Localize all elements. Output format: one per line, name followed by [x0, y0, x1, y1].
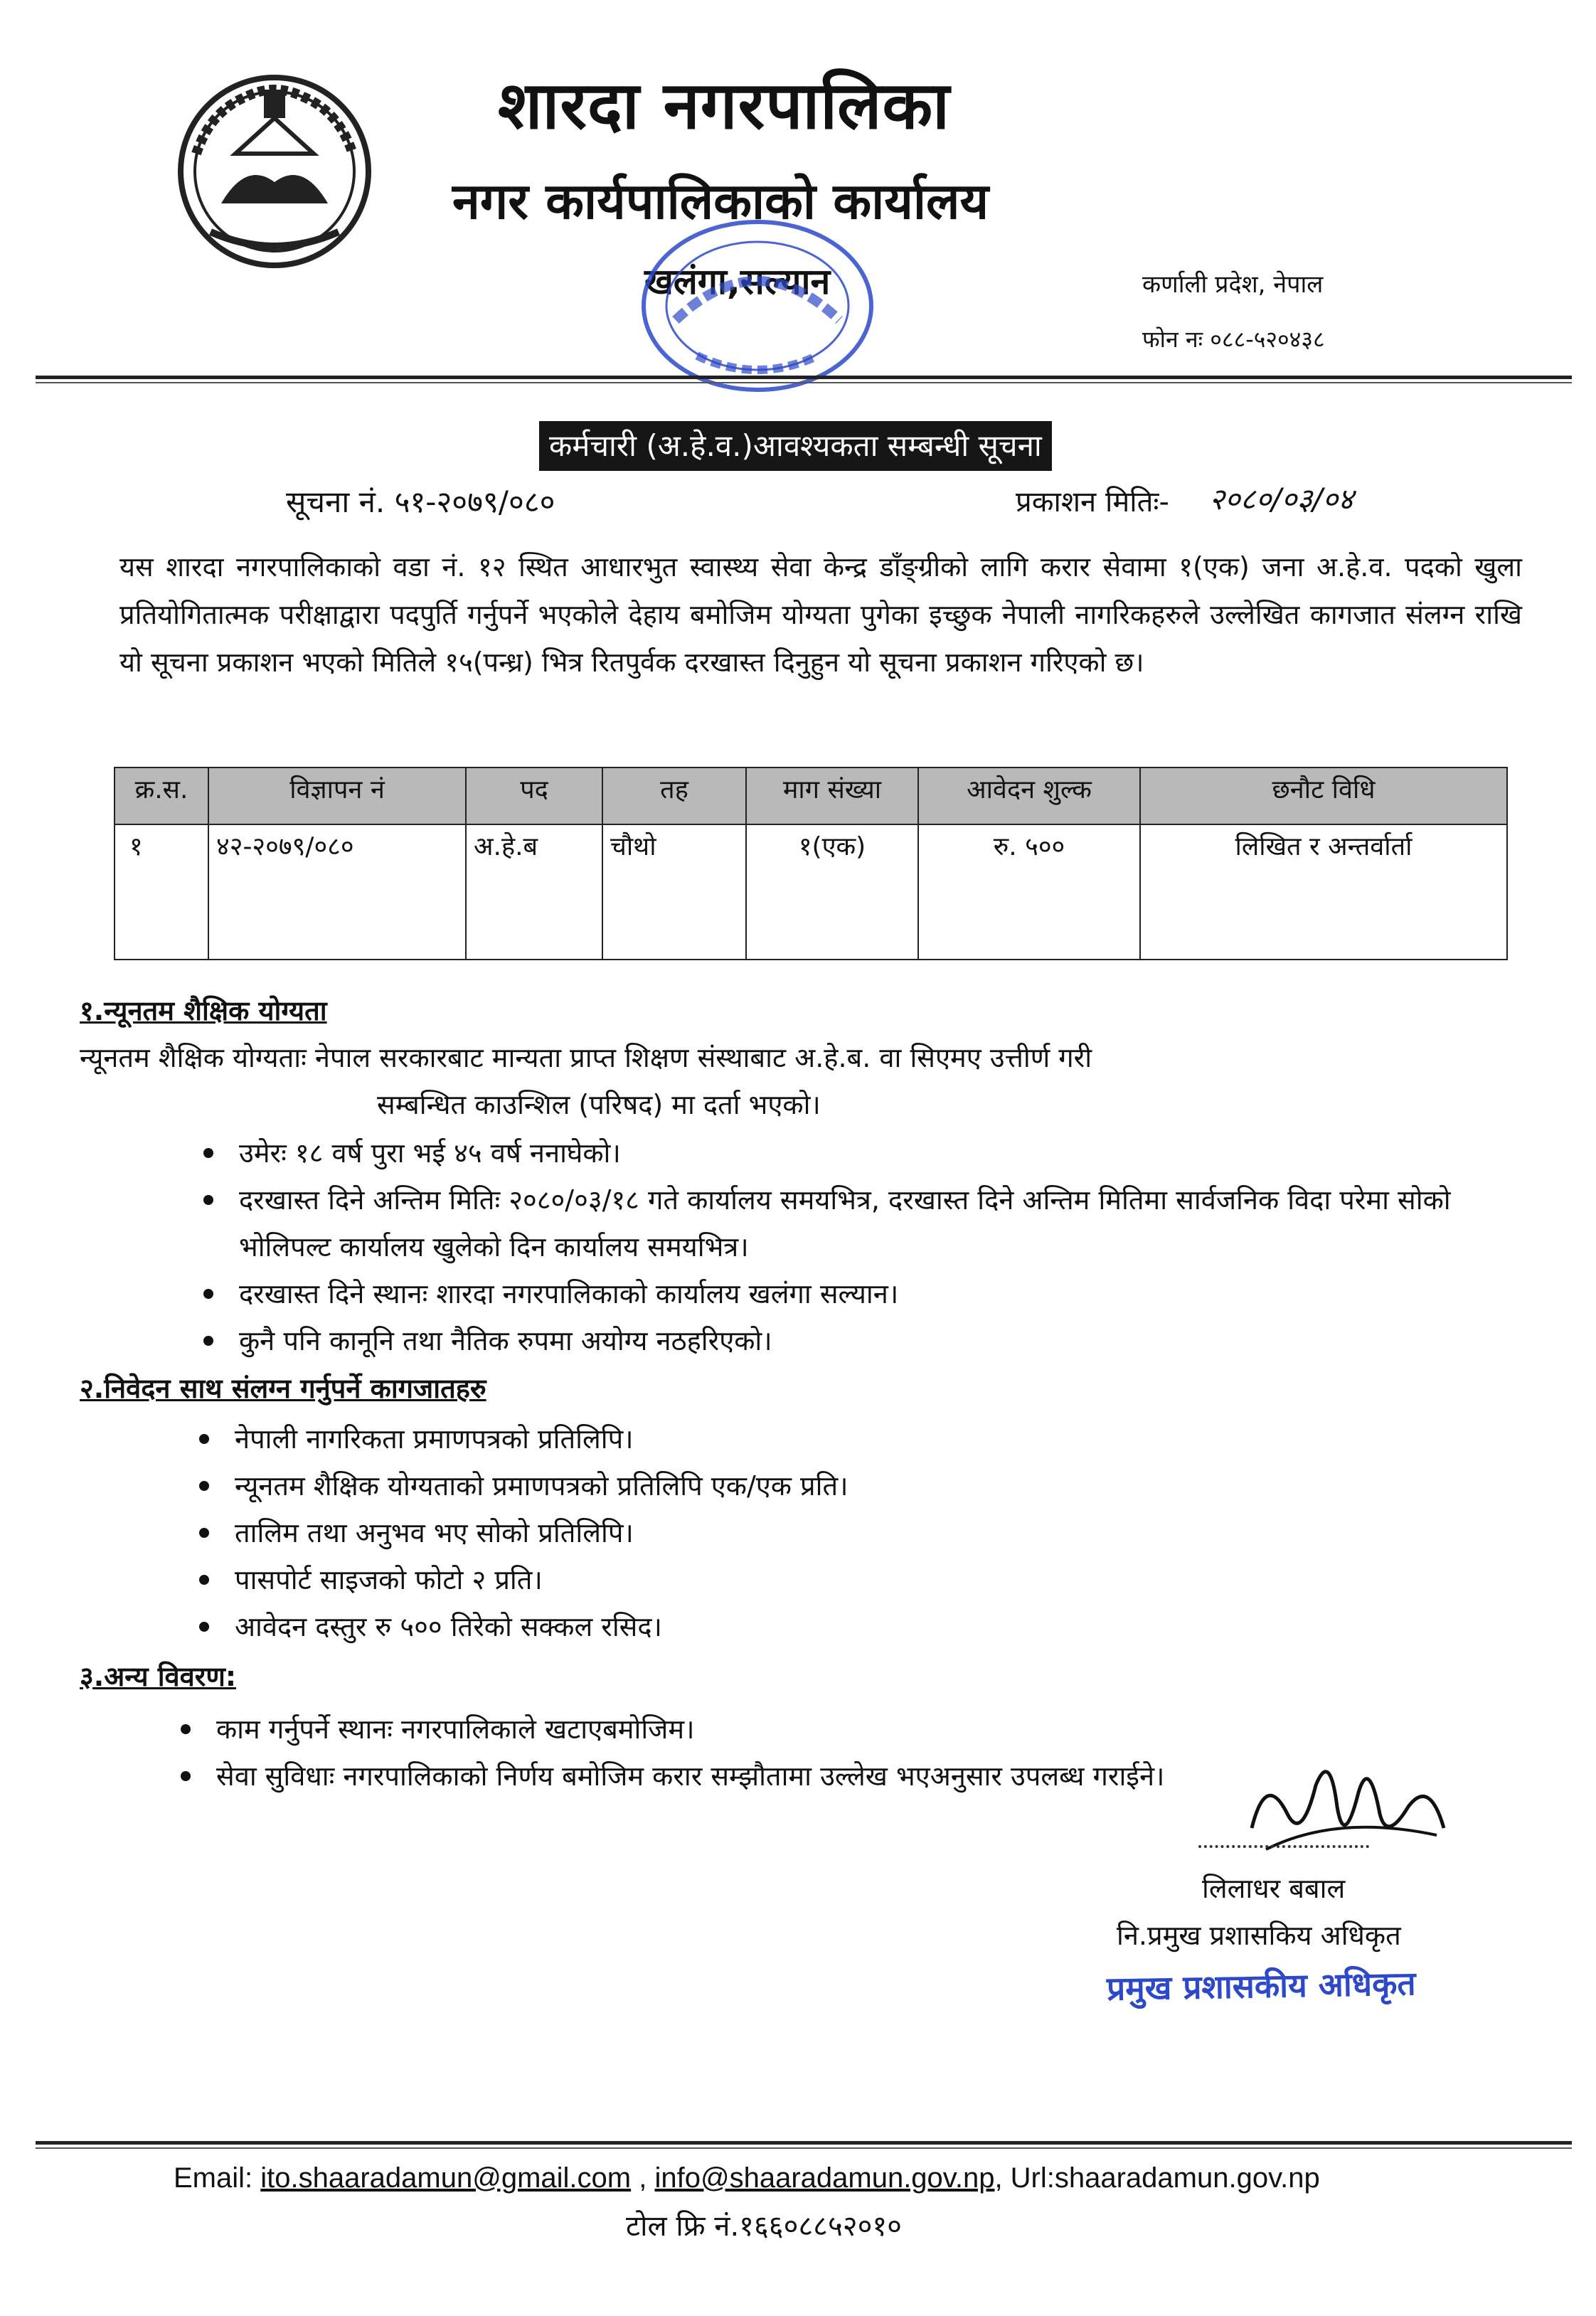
- table-cell: १(एक): [746, 824, 918, 960]
- designation-stamp: प्रमुख प्रशासकीय अधिकृत: [1106, 1964, 1417, 2008]
- list-item-text: आवेदन दस्तुर रु ५०० तिरेको सक्कल रसिद।: [235, 1611, 662, 1642]
- website-url: , Url:shaaradamun.gov.np: [994, 2162, 1320, 2194]
- org-name: शारदा नगरपालिका: [498, 68, 950, 144]
- table-cell: ४२-२०७९/०८०: [208, 824, 466, 960]
- bullet-icon: [181, 1771, 191, 1781]
- list-item: [239, 1270, 1526, 1317]
- intro-paragraph: यस शारदा नगरपालिकाको वडा नं. १२ स्थित आधारभुत स्वास्थ्य सेवा केन्द्र डाँङ्ग्रीको लागि करार सेवामा १(एक) जना अ.हे.व. पदको खुला प्रतियोगितात्मक परीक्षाद्वारा पदपुर्ति गर्नुपर्ने भएकोले देहाय बमोजिम योग्यता पुगेका इच्छुक नेपाली नागरिकहरुले उल्लेखित कागजात संलग्न राखि यो सूचना प्रकाशन भएको मितिले १५(पन्ध्र) भित्र रितपुर्वक दरखास्त दिनुहुन यो सूचना प्रकाशन गरिएको छ।: [119, 551, 1522, 678]
- table-cell: १: [115, 824, 208, 960]
- col-header-advert-no: विज्ञापन नं: [208, 767, 466, 824]
- notice-number: सूचना नं. ५१-२०७९/०८०: [286, 484, 555, 519]
- bullet-icon: [203, 1148, 213, 1158]
- list-item: [239, 1130, 1526, 1176]
- col-header-demand: माग संख्या: [746, 767, 918, 824]
- col-header-serial: क्र.स.: [115, 767, 208, 824]
- bullet-icon: [181, 1724, 191, 1734]
- bullet-icon: [199, 1622, 209, 1632]
- list-item-text: दरखास्त दिने स्थानः शारदा नगरपालिकाको कार्यालय खलंगा सल्यान।: [239, 1278, 899, 1310]
- footer-contact: [174, 2162, 1320, 2194]
- col-header-selection: छनौट विधि: [1140, 767, 1507, 824]
- header-divider: [36, 376, 1572, 383]
- phone-number: फोन नः ०८८-५२०४३८: [1142, 326, 1325, 353]
- bullet-icon: [203, 1336, 213, 1346]
- toll-free-number: टोल फ्रि नं.१६६०८८५२०१०: [626, 2210, 902, 2243]
- email-link-2[interactable]: info@shaaradamun.gov.np: [654, 2162, 995, 2194]
- table-cell: लिखित र अन्तर्वार्ता: [1140, 824, 1507, 960]
- office-name: नगर कार्यपालिकाको कार्यालय: [452, 172, 989, 230]
- list-item-text: तालिम तथा अनुभव भए सोको प्रतिलिपि।: [235, 1517, 634, 1549]
- vacancy-table: [114, 767, 1508, 960]
- list-item-text: न्यूनतम शैक्षिक योग्यताको प्रमाणपत्रको प्रतिलिपि एक/एक प्रति।: [235, 1470, 848, 1502]
- list-item: [239, 1317, 1526, 1364]
- list-item-text: उमेरः १८ वर्ष पुरा भई ४५ वर्ष ननाघेको।: [239, 1137, 621, 1169]
- bullet-icon: [199, 1481, 209, 1491]
- nepal-emblem-icon: [168, 68, 381, 275]
- col-header-level: तह: [602, 767, 746, 824]
- signer-title: नि.प्रमुख प्रशासकिय अधिकृत: [1117, 1920, 1401, 1951]
- table-header-row: [115, 767, 1507, 824]
- col-header-post: पद: [466, 767, 602, 824]
- list-item-text: पासपोर्ट साइजको फोटो २ प्रति।: [235, 1564, 543, 1595]
- section1-heading: १.न्यूनतम शैक्षिक योग्यता: [80, 995, 327, 1026]
- bullet-icon: [203, 1289, 213, 1299]
- table-row: [115, 824, 1507, 960]
- col-header-fee: आवेदन शुल्क: [918, 767, 1140, 824]
- separator: ,: [639, 2162, 647, 2194]
- province-text: कर्णाली प्रदेश, नेपाल: [1142, 270, 1324, 299]
- office-stamp-icon: [633, 213, 882, 398]
- office-location: खलंगा,सल्यान: [644, 261, 831, 302]
- section2-list: [235, 1415, 1444, 1650]
- email-link-1[interactable]: ito.shaaradamun@gmail.com: [260, 2162, 632, 2194]
- section1-line2: सम्बन्धित काउन्शिल (परिषद) मा दर्ता भएको।: [377, 1089, 821, 1120]
- section1-line1: न्यूनतम शैक्षिक योग्यताः नेपाल सरकारबाट मान्यता प्राप्त शिक्षण संस्थाबाट अ.हे.ब. वा सिएमए उत्तीर्ण गरी: [80, 1042, 1092, 1073]
- bullet-icon: [203, 1195, 213, 1205]
- list-item: [235, 1415, 1444, 1462]
- table-cell: चौथो: [602, 824, 746, 960]
- table-cell: रु. ५००: [918, 824, 1140, 960]
- footer-divider: [36, 2141, 1572, 2149]
- notice-title: कर्मचारी (अ.हे.व.)आवश्यकता सम्बन्धी सूचना: [539, 421, 1052, 471]
- list-item: [235, 1556, 1444, 1603]
- section3-heading: ३.अन्य विवरण:: [80, 1661, 237, 1692]
- list-item-text: सेवा सुविधाः नगरपालिकाको निर्णय बमोजिम करार सम्झौतामा उल्लेख भएअनुसार उपलब्ध गराईने।: [216, 1760, 1165, 1792]
- list-item-text: कुनै पनि कानूनि तथा नैतिक रुपमा अयोग्य नठहरिएको।: [239, 1325, 772, 1356]
- list-item: [235, 1462, 1444, 1509]
- signature-line: [1198, 1842, 1369, 1848]
- bullet-icon: [199, 1575, 209, 1585]
- section1-list: [239, 1130, 1526, 1364]
- list-item: [239, 1176, 1526, 1270]
- section2-heading: २.निवेदन साथ संलग्न गर्नुपर्ने कागजातहरु: [80, 1373, 486, 1404]
- list-item-text: काम गर्नुपर्ने स्थानः नगरपालिकाले खटाएबमोजिम।: [216, 1714, 695, 1745]
- email-label: Email:: [174, 2162, 253, 2194]
- publication-date-value: २०८०/०३/०४: [1209, 482, 1354, 516]
- bullet-icon: [199, 1528, 209, 1538]
- signature-icon: [1238, 1728, 1451, 1871]
- bullet-icon: [199, 1434, 209, 1444]
- list-item: [235, 1603, 1444, 1650]
- table-cell: अ.हे.ब: [466, 824, 602, 960]
- list-item: [235, 1509, 1444, 1556]
- list-item-text: दरखास्त दिने अन्तिम मितिः २०८०/०३/१८ गते कार्यालय समयभित्र, दरखास्त दिने अन्तिम मितिमा सार्वजनिक विदा परेमा सोको भोलिपल्ट कार्यालय खुलेको दिन कार्यालय समयभित्र।: [239, 1184, 1451, 1263]
- publication-date-label: प्रकाशन मितिः-: [1016, 486, 1169, 519]
- list-item-text: नेपाली नागरिकता प्रमाणपत्रको प्रतिलिपि।: [235, 1423, 634, 1455]
- signer-name: लिलाधर बबाल: [1202, 1873, 1346, 1904]
